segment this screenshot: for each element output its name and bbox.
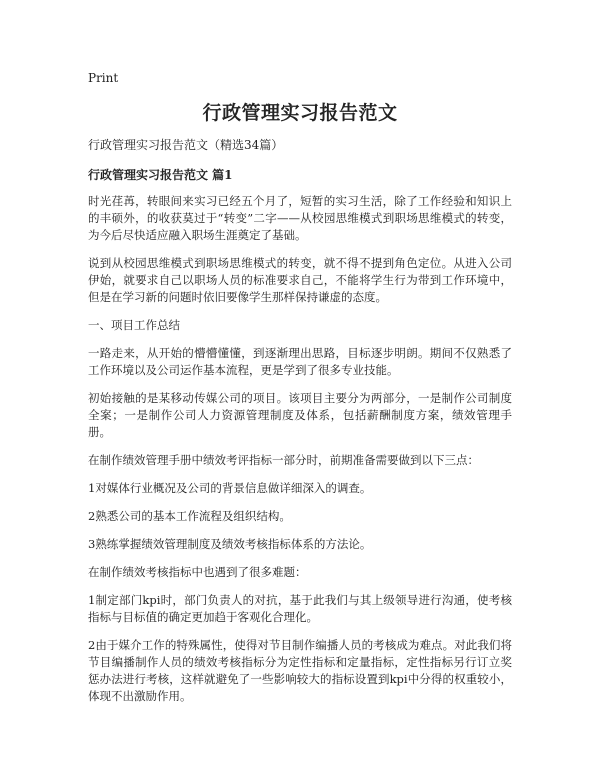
- paragraph-10: 在制作绩效考核指标中也遇到了很多难题：: [88, 565, 307, 579]
- paragraph-5: 初始接触的是某移动传媒公司的项目。该项目主要分为两部分，一是制作公司制度全案；一是制作公司人力资源管理制度及体系，包括薪酬制度方案，绩效管理手册。: [88, 391, 512, 439]
- paragraph-3-heading: 一、项目工作总结: [88, 318, 180, 332]
- print-link[interactable]: Print: [88, 71, 119, 85]
- paragraph-1: 时光荏苒，转眼间来实习已经五个月了，短暂的实习生活，除了工作经验和知识上的丰硕外，的收获莫过于“转变”二字——从校园思维模式到职场思维模式的转变，为今后尽快适应融入职场生涯奠定了基础。: [88, 194, 512, 242]
- paragraph-12: 2由于媒介工作的特殊属性，使得对节目制作编播人员的考核成为难点。对此我们将节目编播制作人员的绩效考核指标分为定性指标和定量指标，定性指标另行订立奖惩办法进行考核，这样就避免了一些影响较大的指标设置到kpi中分得的权重较小，体现不出激励作用。: [88, 638, 512, 703]
- paragraph-6: 在制作绩效管理手册中绩效考评指标一部分时，前期准备需要做到以下三点：: [88, 453, 479, 467]
- paragraph-4: 一路走来，从开始的懵懵懂懂，到逐渐理出思路，目标逐步明朗。期间不仅熟悉了工作环境以及公司运作基本流程，更是学到了很多专业技能。: [88, 346, 512, 377]
- paragraph-9: 3熟练掌握绩效管理制度及绩效考核指标体系的方法论。: [88, 537, 372, 551]
- paragraph-2: 说到从校园思维模式到职场思维模式的转变，就不得不提到角色定位。从进入公司伊始，就要求自己以职场人员的标准要求自己，不能将学生行为带到工作环境中，但是在学习新的问题时依旧要像学生那样保持谦虚的态度。: [88, 256, 512, 304]
- paragraph-7: 1对媒体行业概况及公司的背景信息做详细深入的调查。: [88, 481, 372, 495]
- section-heading: 行政管理实习报告范文 篇1: [88, 168, 233, 182]
- document-title: 行政管理实习报告范文: [202, 102, 398, 124]
- paragraph-11: 1制定部门kpi时，部门负责人的对抗，基于此我们与其上级领导进行沟通，使考核指标与目标值的确定更加趋于客观化合理化。: [88, 593, 512, 624]
- paragraph-8: 2熟悉公司的基本工作流程及组织结构。: [88, 509, 291, 523]
- document-subtitle: 行政管理实习报告范文（精选34篇）: [88, 138, 284, 152]
